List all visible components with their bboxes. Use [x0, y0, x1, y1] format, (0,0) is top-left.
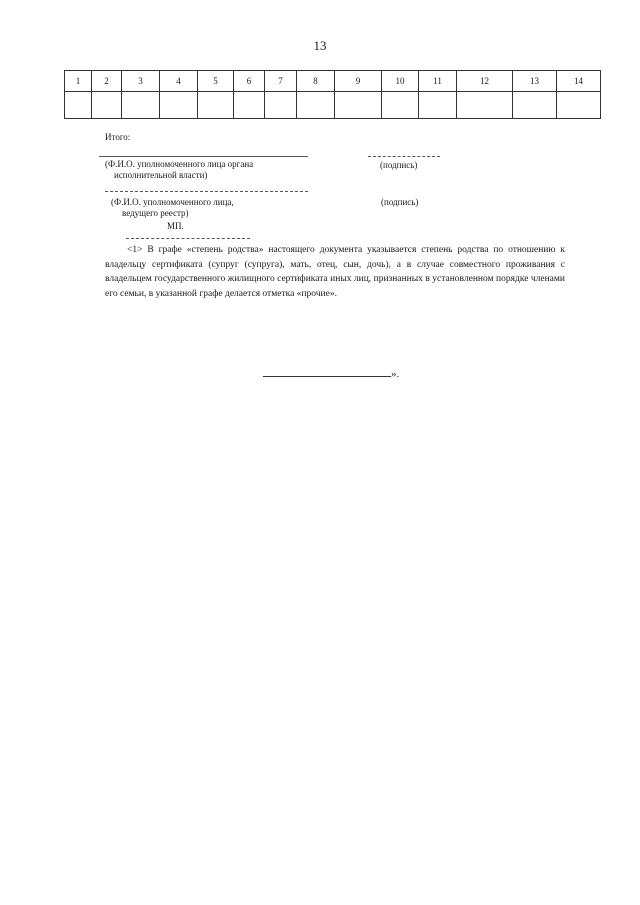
table-cell	[419, 92, 457, 119]
signature-line-1	[368, 156, 440, 157]
page-number: 13	[313, 38, 327, 53]
signature-label-1: (подпись)	[380, 160, 418, 170]
table-cell	[265, 92, 297, 119]
table-cell	[297, 92, 335, 119]
column-header: 13	[513, 71, 557, 92]
table-cell	[382, 92, 419, 119]
stamp-label: МП.	[167, 221, 184, 231]
table-cell	[198, 92, 234, 119]
registry-name-line	[105, 191, 308, 192]
total-label: Итого:	[105, 132, 131, 142]
table-cell	[92, 92, 122, 119]
closing-mark	[263, 366, 399, 380]
table-cell	[335, 92, 382, 119]
column-header: 5	[198, 71, 234, 92]
column-header: 11	[419, 71, 457, 92]
column-header: 12	[457, 71, 513, 92]
column-header: 4	[160, 71, 198, 92]
registry-official-label-line1: (Ф.И.О. уполномоченного лица,	[111, 197, 234, 207]
column-header: 7	[265, 71, 297, 92]
table-cell	[122, 92, 160, 119]
table-cell	[160, 92, 198, 119]
registry-official-label-line2: ведущего реестр)	[122, 208, 189, 218]
table-cell	[234, 92, 265, 119]
footnote-text: <1> В графе «степень родства» настоящего документа указывается степень родства по отношению к владельцу сертификата (супруг (супруга), мать, отец, сын, дочь), а в случае совместного проживания с владельцем государственного жилищного сертификата иных лиц, признанных в установленном порядке членами его семьи, в указанной графе делается отметка «прочие».	[105, 245, 565, 299]
stamp-line	[126, 238, 250, 239]
closing-blank-line	[263, 366, 391, 377]
data-table	[64, 70, 601, 119]
column-header: 8	[297, 71, 335, 92]
table-cell	[457, 92, 513, 119]
column-header: 1	[65, 71, 92, 92]
column-header: 9	[335, 71, 382, 92]
table-header-row	[65, 71, 601, 92]
column-header: 3	[122, 71, 160, 92]
authority-official-label-line1: (Ф.И.О. уполномоченного лица органа	[105, 159, 254, 169]
authority-official-label-line2: исполнительной власти)	[114, 170, 208, 180]
table-cell	[513, 92, 557, 119]
authority-name-line	[99, 156, 308, 157]
closing-quote: ».	[391, 368, 400, 380]
table-cell	[65, 92, 92, 119]
signature-label-2: (подпись)	[381, 197, 419, 207]
column-header: 14	[557, 71, 601, 92]
column-header: 10	[382, 71, 419, 92]
column-header: 6	[234, 71, 265, 92]
table-cell	[557, 92, 601, 119]
table-row	[65, 92, 601, 119]
column-header: 2	[92, 71, 122, 92]
